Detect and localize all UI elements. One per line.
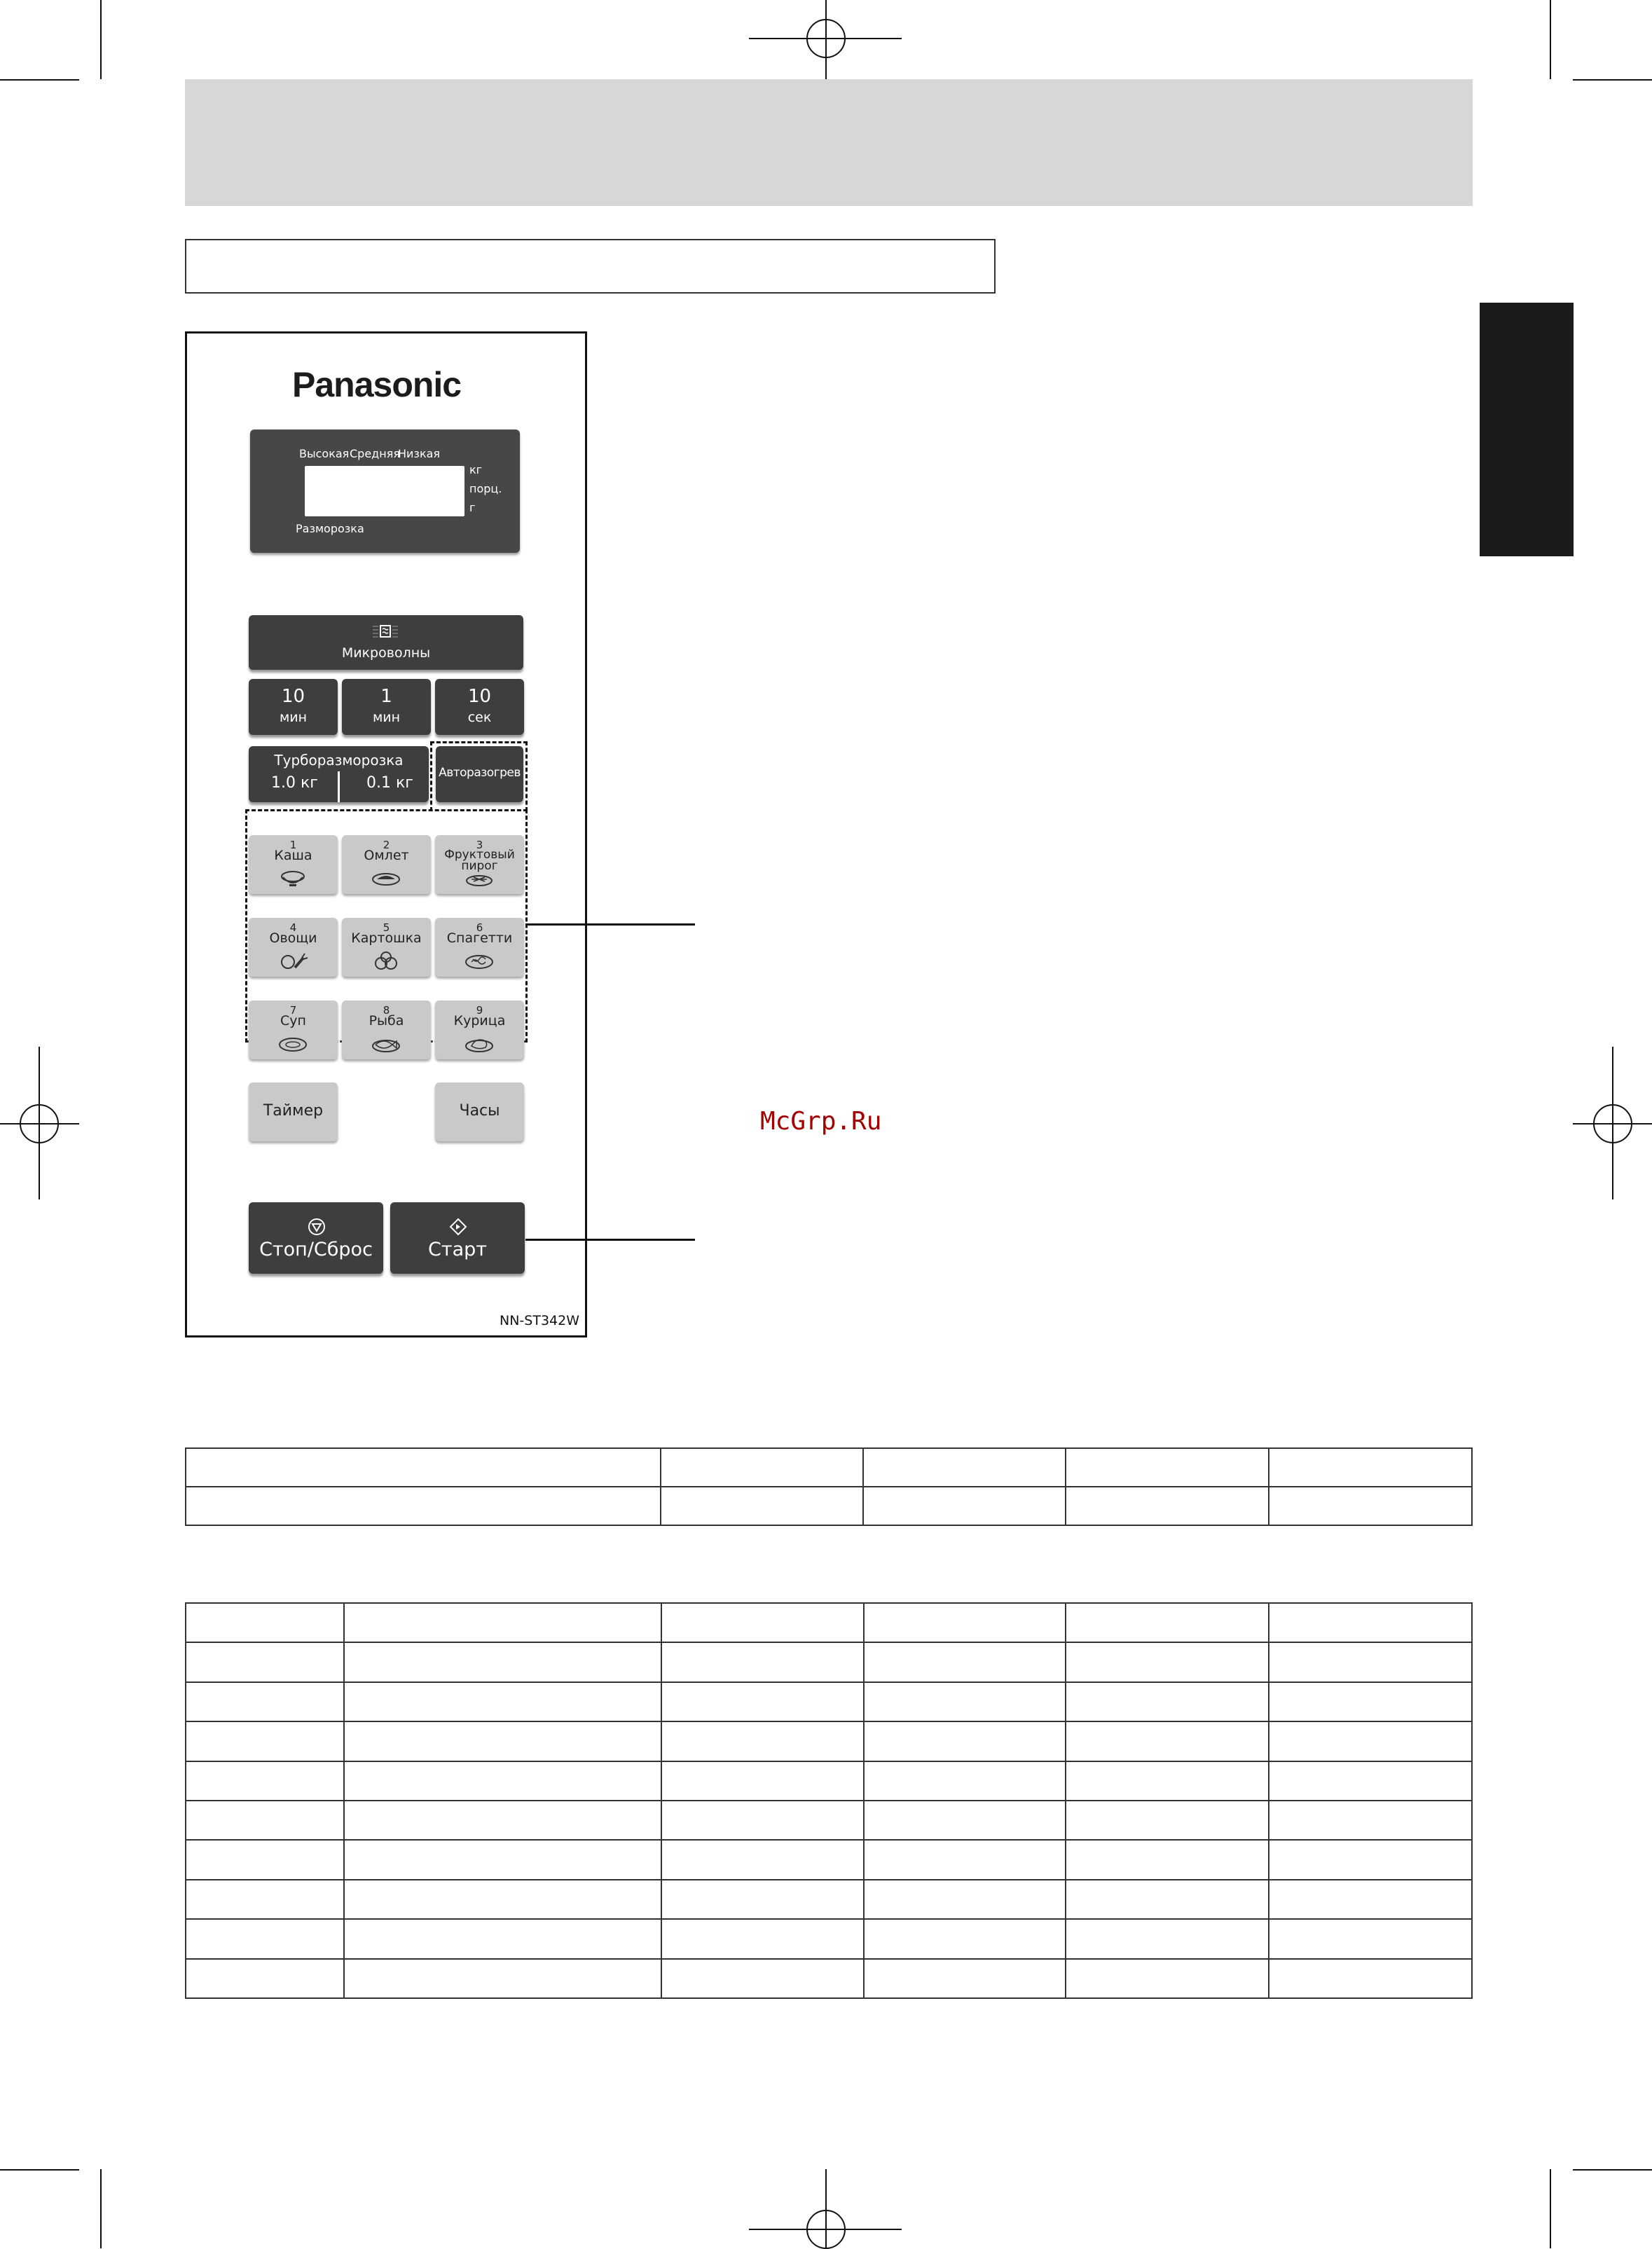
- registration-mark: [825, 2169, 827, 2248]
- table-cell: [344, 1959, 661, 1998]
- time-unit: сек: [467, 710, 492, 725]
- table-row: [186, 1761, 1472, 1801]
- table-row: [186, 1919, 1472, 1958]
- table-cell: [186, 1642, 344, 1681]
- table-cell: [863, 1487, 1066, 1525]
- table-cell: [344, 1642, 661, 1681]
- auto-program-fish[interactable]: [342, 1000, 431, 1059]
- table-cell: [1066, 1919, 1269, 1958]
- table-cell: [864, 1721, 1066, 1761]
- table-row: [186, 1487, 1472, 1525]
- table-cell: [1066, 1840, 1269, 1879]
- start-icon: [449, 1218, 467, 1236]
- crop-mark: [1550, 0, 1551, 79]
- table-row: [186, 1721, 1472, 1761]
- callout-leader-line: [525, 923, 695, 926]
- table-cell: [864, 1919, 1066, 1958]
- turbo-defrost-button[interactable]: [249, 746, 429, 802]
- crop-mark: [0, 79, 79, 81]
- table-cell: [1066, 1721, 1269, 1761]
- auto-program-vegetables[interactable]: [249, 918, 338, 977]
- crop-mark: [1573, 2169, 1652, 2171]
- table-cell: [1066, 1880, 1269, 1919]
- omelette-icon: [370, 867, 402, 889]
- watermark: McGrp.Ru: [760, 1107, 882, 1136]
- summary-table: [185, 1447, 1473, 1526]
- table-cell: [1269, 1721, 1472, 1761]
- table-cell: [661, 1959, 864, 1998]
- table-cell: [186, 1761, 344, 1801]
- add-10-sec-button[interactable]: [435, 679, 524, 735]
- callout-leader-line: [525, 1239, 695, 1241]
- program-name: Фруктовый пирог: [444, 848, 515, 873]
- program-number: 3: [476, 839, 483, 851]
- clock-button[interactable]: [435, 1082, 524, 1141]
- crop-mark: [100, 0, 102, 79]
- chapter-tab: [1480, 303, 1574, 556]
- table-row: [186, 1642, 1472, 1681]
- fish-icon: [370, 1032, 402, 1054]
- table-cell: [864, 1682, 1066, 1721]
- table-cell: [1269, 1603, 1472, 1642]
- start-label: Старт: [428, 1239, 487, 1260]
- table-cell: [661, 1721, 864, 1761]
- porridge-icon: [277, 867, 309, 889]
- table-cell: [864, 1603, 1066, 1642]
- table-cell: [1269, 1682, 1472, 1721]
- table-cell: [186, 1603, 344, 1642]
- table-cell: [661, 1801, 864, 1840]
- table-cell: [1066, 1761, 1269, 1801]
- time-value: 1: [380, 686, 392, 707]
- program-number: 6: [476, 921, 483, 934]
- program-name: Картошка: [351, 930, 422, 946]
- table-cell: [344, 1761, 661, 1801]
- unit-kg: кг: [469, 463, 483, 476]
- auto-program-chicken[interactable]: [435, 1000, 524, 1059]
- table-cell: [344, 1880, 661, 1919]
- table-cell: [1269, 1880, 1472, 1919]
- table-cell: [864, 1880, 1066, 1919]
- turbo-defrost-0-1kg[interactable]: 0.1 кг: [366, 774, 413, 792]
- auto-program-potatoes[interactable]: [342, 918, 431, 977]
- auto-program-spaghetti[interactable]: [435, 918, 524, 977]
- program-name: Спагетти: [446, 930, 513, 946]
- table-row: [186, 1682, 1472, 1721]
- page-header-bar: [185, 79, 1473, 206]
- table-cell: [1269, 1761, 1472, 1801]
- table-cell: [661, 1919, 864, 1958]
- microwave-button-label: Микроволны: [341, 645, 431, 661]
- table-cell: [1066, 1959, 1269, 1998]
- table-row: [186, 1448, 1472, 1487]
- microwave-button[interactable]: [249, 615, 523, 670]
- table-cell: [661, 1603, 864, 1642]
- program-name: Овощи: [269, 930, 317, 946]
- control-panel: [185, 331, 587, 1337]
- table-cell: [1066, 1801, 1269, 1840]
- table-cell: [344, 1919, 661, 1958]
- auto-program-fruit-pie[interactable]: [435, 835, 524, 894]
- table-cell: [344, 1721, 661, 1761]
- program-name: Рыба: [369, 1013, 404, 1029]
- vegetables-icon: [277, 949, 309, 972]
- clock-button-label: Часы: [459, 1102, 500, 1120]
- table-cell: [186, 1721, 344, 1761]
- program-number: 7: [289, 1004, 297, 1017]
- add-1-min-button[interactable]: [342, 679, 431, 735]
- table-cell: [864, 1959, 1066, 1998]
- table-cell: [1269, 1959, 1472, 1998]
- table-cell: [344, 1603, 661, 1642]
- program-number: 9: [476, 1004, 483, 1017]
- table-cell: [186, 1919, 344, 1958]
- auto-reheat-label: Авторазогрев: [439, 766, 521, 780]
- table-cell: [344, 1840, 661, 1879]
- program-number: 1: [289, 839, 297, 851]
- crop-mark: [1550, 2169, 1551, 2248]
- stop-reset-label: Стоп/Сброс: [259, 1239, 373, 1260]
- turbo-defrost-label: Турборазморозка: [274, 752, 404, 769]
- microwave-power-icon: [373, 624, 398, 642]
- table-cell: [661, 1880, 864, 1919]
- table-row: [186, 1603, 1472, 1642]
- auto-program-omelette[interactable]: [342, 835, 431, 894]
- section-title-box: [185, 239, 996, 294]
- registration-mark: [1573, 1123, 1652, 1124]
- table-cell: [661, 1682, 864, 1721]
- program-name: Суп: [280, 1013, 306, 1029]
- table-cell: [186, 1959, 344, 1998]
- table-cell: [344, 1801, 661, 1840]
- table-cell: [1269, 1487, 1472, 1525]
- crop-mark: [1573, 79, 1652, 81]
- table-cell: [186, 1448, 661, 1487]
- program-table: [185, 1602, 1473, 1999]
- table-row: [186, 1959, 1472, 1998]
- registration-mark: [749, 2229, 902, 2230]
- table-cell: [863, 1448, 1066, 1487]
- potatoes-icon: [370, 949, 402, 972]
- chicken-icon: [463, 1032, 495, 1054]
- table-cell: [1269, 1448, 1472, 1487]
- table-cell: [1066, 1603, 1269, 1642]
- auto-program-porridge[interactable]: [249, 835, 338, 894]
- table-cell: [186, 1840, 344, 1879]
- timer-button-label: Таймер: [263, 1102, 324, 1120]
- table-cell: [864, 1642, 1066, 1681]
- table-cell: [186, 1880, 344, 1919]
- table-row: [186, 1801, 1472, 1840]
- program-name: Курица: [453, 1013, 506, 1029]
- table-cell: [1066, 1448, 1269, 1487]
- program-name: Омлет: [364, 848, 409, 863]
- table-cell: [661, 1642, 864, 1681]
- model-number: NN-ST342W: [500, 1313, 579, 1328]
- turbo-defrost-1kg[interactable]: 1.0 кг: [271, 774, 318, 792]
- power-level-high: Высокая: [299, 447, 350, 460]
- program-number: 5: [383, 921, 390, 934]
- program-name: Каша: [274, 848, 312, 863]
- table-cell: [661, 1448, 863, 1487]
- brand-logo: Panasonic: [292, 365, 462, 404]
- power-level-low: Низкая: [398, 447, 441, 460]
- table-cell: [1269, 1642, 1472, 1681]
- display-window: [250, 429, 520, 553]
- timer-button[interactable]: [249, 1082, 338, 1141]
- table-cell: [1066, 1642, 1269, 1681]
- table-cell: [186, 1487, 661, 1525]
- table-cell: [344, 1682, 661, 1721]
- power-level-medium: Средняя: [350, 447, 400, 460]
- time-value: 10: [467, 686, 492, 707]
- table-cell: [661, 1840, 864, 1879]
- program-number: 2: [383, 839, 390, 851]
- auto-group-outline: [430, 741, 528, 811]
- crop-mark: [0, 2169, 79, 2171]
- time-unit: мин: [279, 710, 308, 725]
- table-cell: [1066, 1487, 1269, 1525]
- crop-mark: [100, 2169, 102, 2248]
- registration-mark: [749, 38, 902, 39]
- table-row: [186, 1840, 1472, 1879]
- table-cell: [864, 1761, 1066, 1801]
- table-cell: [186, 1801, 344, 1840]
- registration-mark: [825, 0, 827, 79]
- turbo-defrost-divider: [338, 771, 340, 802]
- table-cell: [864, 1801, 1066, 1840]
- soup-icon: [277, 1032, 309, 1054]
- table-cell: [661, 1487, 863, 1525]
- defrost-indicator: Разморозка: [296, 522, 364, 535]
- table-cell: [1269, 1840, 1472, 1879]
- time-value: 10: [281, 686, 305, 707]
- table-cell: [1066, 1682, 1269, 1721]
- program-number: 4: [289, 921, 297, 934]
- unit-grams: г: [469, 501, 476, 514]
- table-row: [186, 1880, 1472, 1919]
- table-cell: [1269, 1919, 1472, 1958]
- time-unit: мин: [372, 710, 401, 725]
- registration-mark: [0, 1123, 79, 1124]
- table-cell: [186, 1682, 344, 1721]
- stop-reset-button[interactable]: [249, 1202, 383, 1274]
- table-cell: [1269, 1801, 1472, 1840]
- display-screen: [305, 466, 464, 516]
- auto-program-soup[interactable]: [249, 1000, 338, 1059]
- start-button[interactable]: [390, 1202, 525, 1274]
- program-number: 8: [383, 1004, 390, 1017]
- table-cell: [661, 1761, 864, 1801]
- spaghetti-icon: [463, 949, 495, 972]
- stop-icon: [308, 1218, 326, 1236]
- unit-portions: порц.: [469, 482, 502, 495]
- fruit-pie-icon: [463, 867, 495, 889]
- table-cell: [864, 1840, 1066, 1879]
- add-10-min-button[interactable]: [249, 679, 338, 735]
